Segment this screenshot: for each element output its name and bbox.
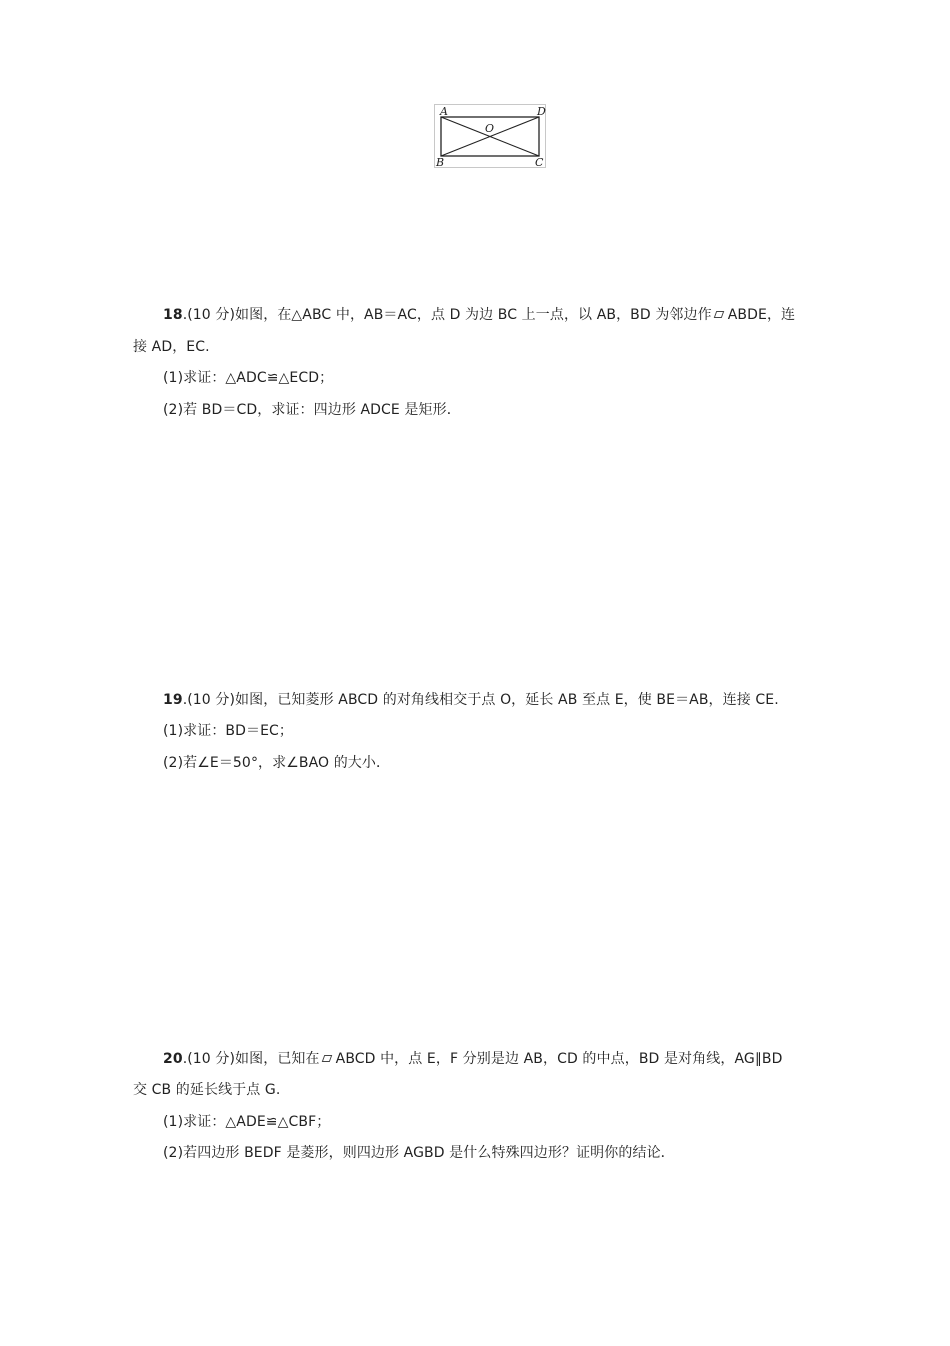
label-c: C <box>535 156 544 168</box>
q18-part2: (2)若 BD＝CD，求证：四边形 ADCE 是矩形． <box>163 402 461 418</box>
q19-text: .(10 分)如图，已知菱形 ABCD 的对角线相交于点 O，延长 AB 至点 E，使 BE＝AB，连接 CE. <box>182 692 779 708</box>
label-b: B <box>436 156 445 168</box>
parallelogram-icon <box>321 1055 332 1062</box>
q18-line2: 接 AD，EC. <box>133 339 210 355</box>
rectangle-diagram <box>434 104 546 168</box>
parallelogram-icon <box>713 311 724 318</box>
q20-line2: 交 CB 的延长线于点 G. <box>133 1082 281 1098</box>
label-d: D <box>537 105 546 118</box>
label-o: O <box>485 122 495 135</box>
q20-line1 <box>163 1050 783 1068</box>
q19-number: 19 <box>163 692 183 708</box>
q20-number: 20 <box>163 1051 183 1067</box>
q20-part2: (2)若四边形 BEDF 是菱形，则四边形 AGBD 是什么特殊四边形？证明你的结论． <box>163 1145 675 1161</box>
q19-part1: (1)求证：BD＝EC； <box>163 723 294 739</box>
q19-part2: (2)若∠E＝50°，求∠BAO 的大小． <box>163 755 391 771</box>
q20-part1: (1)求证：△ADE≌△CBF； <box>163 1114 331 1130</box>
q18-line1 <box>163 306 795 324</box>
label-a: A <box>440 105 448 118</box>
q19-line1 <box>163 691 779 709</box>
q20-text-a: .(10 分)如图，已知在 <box>182 1051 320 1067</box>
q18-number: 18 <box>163 307 183 323</box>
q20-text-b: ABCD 中，点 E，F 分别是边 AB，CD 的中点，BD 是对角线，AG∥BD <box>335 1051 783 1067</box>
q18-part1: (1)求证：△ADC≌△ECD； <box>163 370 334 386</box>
q18-text-b: ABDE，连 <box>727 307 796 323</box>
q18-text-a: .(10 分)如图，在△ABC 中，AB＝AC，点 D 为边 BC 上一点，以 AB，BD 为邻边作 <box>182 307 712 323</box>
